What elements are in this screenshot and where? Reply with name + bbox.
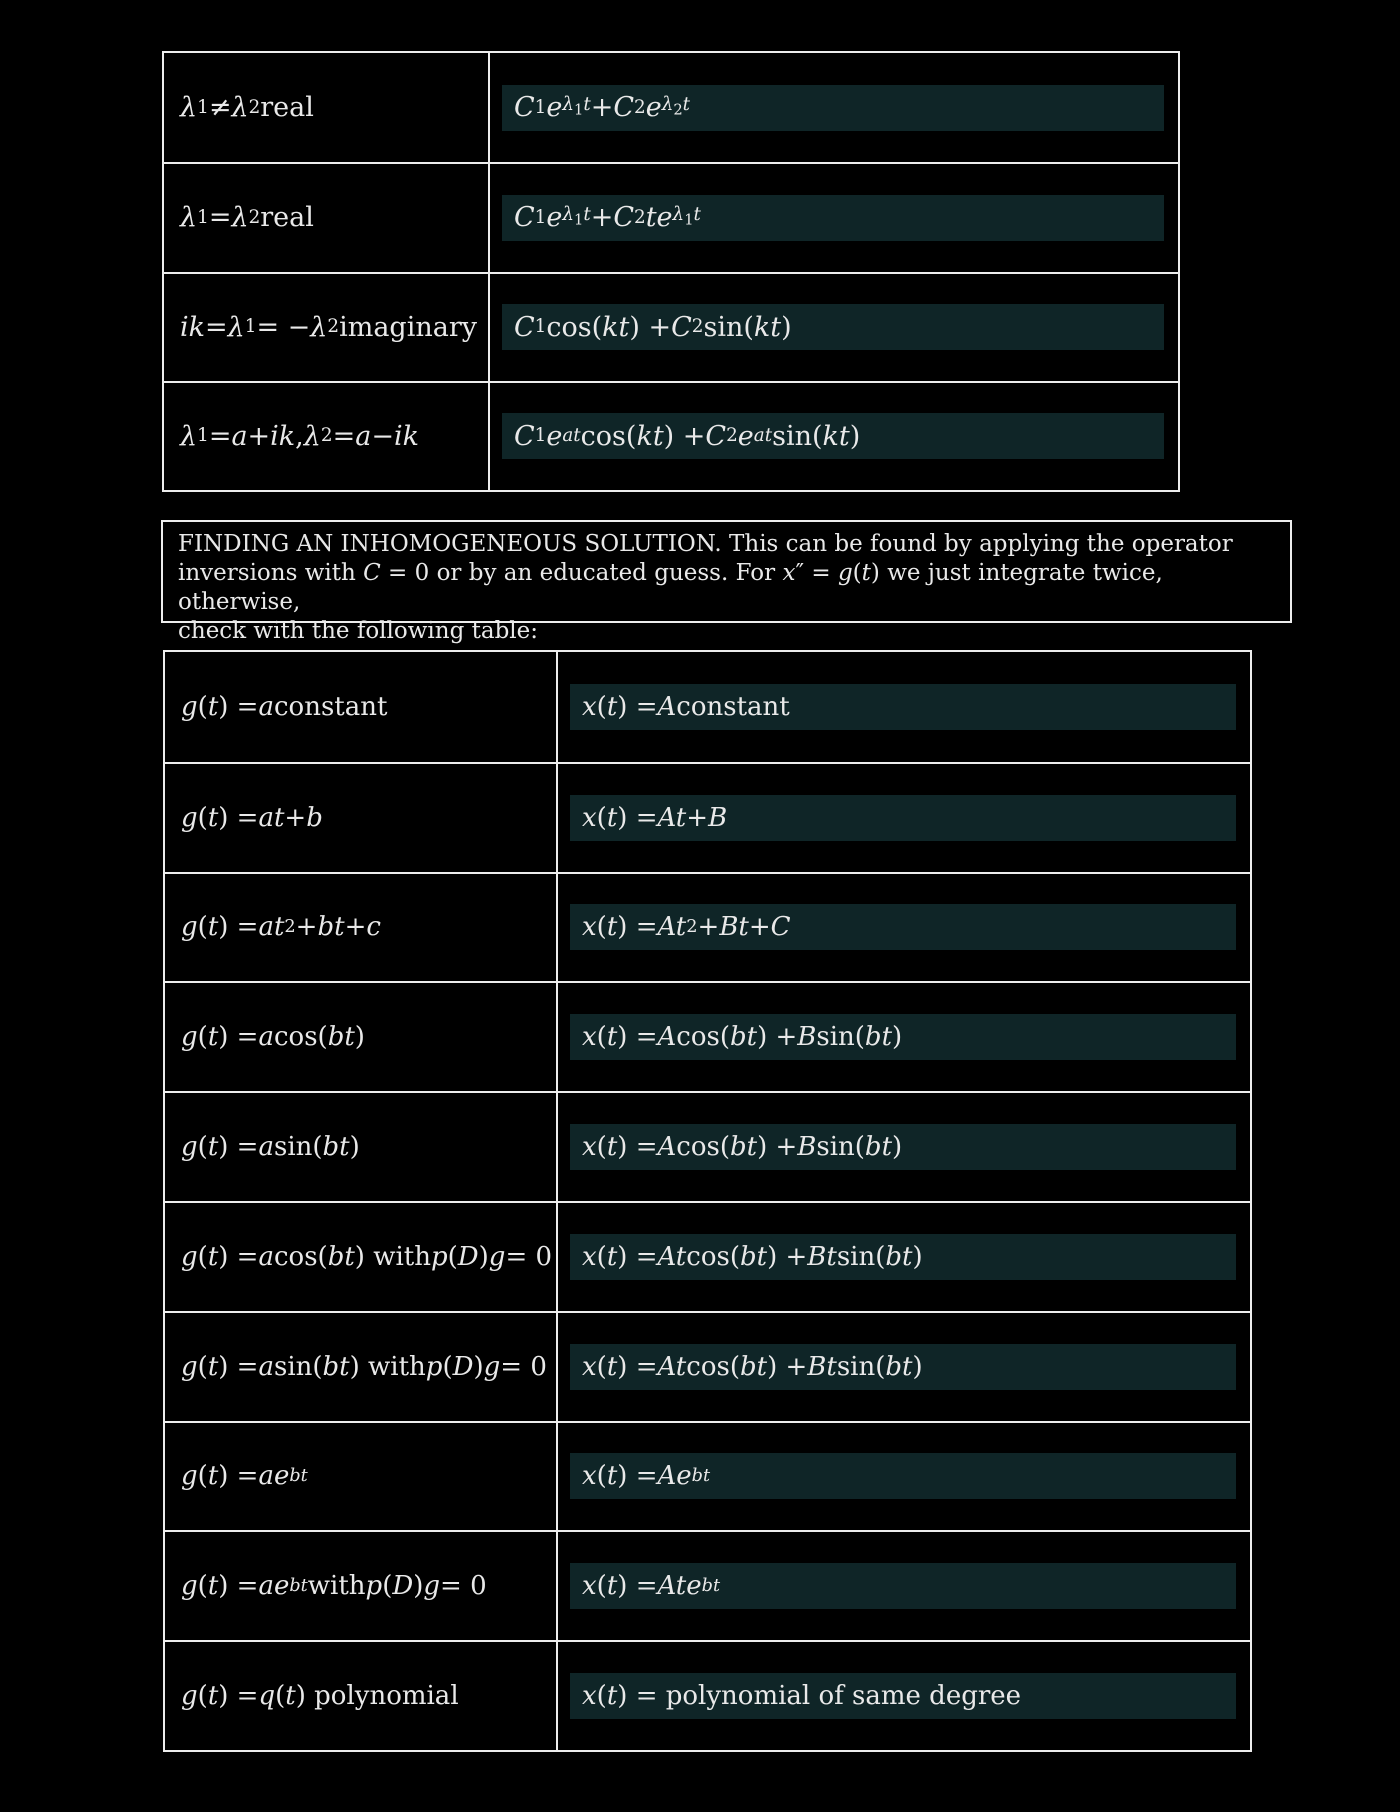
formula-highlight: C 1 e at cos( kt ) + C 2 e at sin( kt )	[502, 413, 1164, 459]
formula-highlight: x ( t ) = Ate bt	[570, 1563, 1236, 1609]
formula-highlight: x ( t ) = At cos( bt ) + Bt sin( bt )	[570, 1234, 1236, 1280]
case-cell: g ( t ) = a cos( bt ) with p ( D ) g = 0	[165, 1201, 558, 1311]
formula-highlight: x ( t ) = Ae bt	[570, 1453, 1236, 1499]
formula-highlight: x ( t ) = A cos( bt ) + B sin( bt )	[570, 1124, 1236, 1170]
case-cell: g ( t ) = at 2 + bt + c	[165, 872, 558, 982]
inhomogeneous-note-box	[161, 520, 1292, 644]
solution-cell	[558, 762, 1250, 872]
case-cell: λ 1 = λ 2 real	[164, 162, 490, 271]
formula-highlight: x ( t ) = At cos( bt ) + Bt sin( bt )	[570, 1344, 1236, 1390]
case-cell: g ( t ) = a sin( bt )	[165, 1091, 558, 1201]
solution-cell	[558, 1640, 1250, 1750]
solution-cell	[558, 981, 1250, 1091]
solution-cell	[490, 162, 1178, 271]
case-cell: g ( t ) = a sin( bt ) with p ( D ) g = 0	[165, 1311, 558, 1421]
solution-cell	[558, 1421, 1250, 1531]
inhomogeneous-guess-table	[163, 650, 1252, 1752]
case-cell: g ( t ) = a cos( bt )	[165, 981, 558, 1091]
case-cell: λ 1 ≠ λ 2 real	[164, 53, 490, 162]
solution-cell	[558, 1311, 1250, 1421]
case-cell: g ( t ) = ae bt	[165, 1421, 558, 1531]
solution-cell	[490, 53, 1178, 162]
case-cell: ik = λ 1 = − λ 2 imaginary	[164, 272, 490, 381]
note-text: FINDING AN INHOMOGENEOUS SOLUTION. This can be found by applying the operator inversions with C = 0 or by an educated guess. For x″ = g(t) we just integrate twice, otherwise, check with the following table:	[178, 531, 1233, 644]
formula-highlight: C 1 e $\lambda_1t$ + C 2 te $\lambda_1t$	[502, 195, 1164, 241]
formula-highlight: x ( t ) = At + B	[570, 795, 1236, 841]
case-cell: g ( t ) = ae bt with p ( D ) g = 0	[165, 1530, 558, 1640]
case-cell: g ( t ) = a constant	[165, 652, 558, 762]
solution-cell	[490, 381, 1178, 490]
solution-cell	[558, 1530, 1250, 1640]
formula-highlight: C 1 cos( kt ) + C 2 sin( kt )	[502, 304, 1164, 350]
solution-cell	[558, 1201, 1250, 1311]
homogeneous-solutions-table	[162, 51, 1180, 492]
case-cell: g ( t ) = at + b	[165, 762, 558, 872]
solution-cell	[558, 872, 1250, 982]
solution-cell	[490, 272, 1178, 381]
formula-highlight: x ( t ) = At 2 + Bt + C	[570, 904, 1236, 950]
formula-highlight: C 1 e $\lambda_1t$ + C 2 e $\lambda_2t$	[502, 85, 1164, 131]
formula-highlight: x ( t ) = A constant	[570, 684, 1236, 730]
formula-highlight: x ( t ) = polynomial of same degree	[570, 1673, 1236, 1719]
case-cell: g ( t ) = q ( t ) polynomial	[165, 1640, 558, 1750]
solution-cell	[558, 1091, 1250, 1201]
case-cell: λ 1 = a + ik , λ 2 = a − ik	[164, 381, 490, 490]
formula-highlight: x ( t ) = A cos( bt ) + B sin( bt )	[570, 1014, 1236, 1060]
solution-cell	[558, 652, 1250, 762]
